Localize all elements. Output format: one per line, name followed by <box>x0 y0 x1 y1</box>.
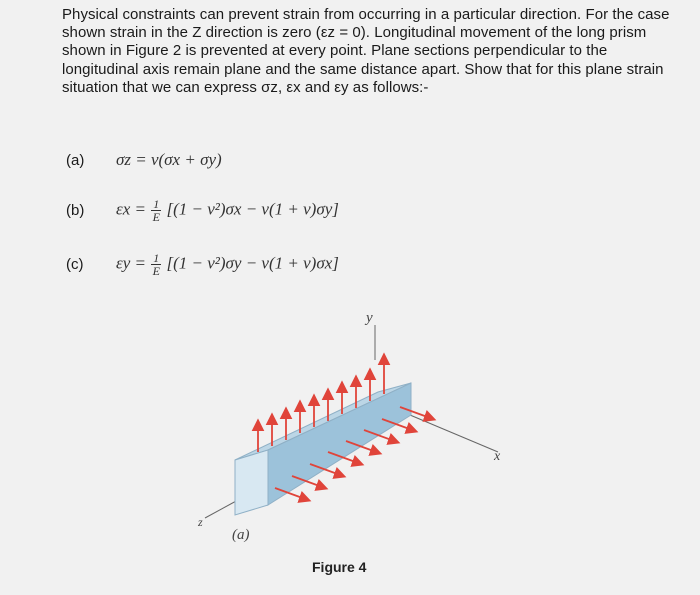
equation-a <box>66 150 222 170</box>
equation-lhs: σz <box>116 150 131 169</box>
equation-b <box>66 198 339 223</box>
problem-statement: Physical constraints can prevent strain from occurring in a particular direction. For the case shown strain in the Z direction is zero (εz = 0). Longitudinal movement of the long prism shown in Figure 2 is prevented at every point. Plane sections perpendicular to the longitudinal axis remain plane and the same distance apart. Show that for this plane strain situation that we can express σz, εx and εy as follows:- <box>62 6 670 96</box>
y-axis-label: y <box>366 310 373 326</box>
x-axis-line <box>410 415 498 452</box>
figure-sublabel: (a) <box>232 527 250 543</box>
equation-label: (b) <box>66 202 85 219</box>
equation-body: εy = $\frac{1}{E}$ [(1 − ν²)σy − ν(1 + ν)σx] <box>116 251 339 278</box>
fraction-denominator: E <box>152 210 160 224</box>
equation-rhs: [(1 − ν²)σy − ν(1 + ν)σx] <box>166 253 339 273</box>
z-axis-line <box>205 500 238 518</box>
equation-rhs: = ν(σx + σy) <box>135 150 222 169</box>
equation-c <box>66 252 339 277</box>
x-axis-label: x <box>494 449 501 464</box>
equation-fraction <box>151 252 161 277</box>
prism-front-face <box>268 383 411 505</box>
equation-lhs: εx <box>116 199 131 219</box>
fraction-numerator: 1 <box>153 197 160 211</box>
fraction-numerator: 1 <box>153 251 160 265</box>
equation-fraction <box>151 198 161 223</box>
equation-label: (c) <box>66 256 84 273</box>
figure-caption: Figure 4 <box>312 559 367 575</box>
equation-label: (a) <box>66 151 85 169</box>
equation-body <box>116 150 222 170</box>
equation-body: εx = $\frac{1}{E}$ [(1 − ν²)σx − ν(1 + ν)σy] <box>116 197 339 224</box>
z-axis-label: z <box>198 515 203 529</box>
equation-rhs: [(1 − ν²)σx − ν(1 + ν)σy] <box>166 199 339 219</box>
equation-lhs: εy <box>116 253 131 273</box>
prism-figure <box>180 300 520 555</box>
prism-end-face <box>235 450 268 515</box>
fraction-denominator: E <box>152 264 160 278</box>
